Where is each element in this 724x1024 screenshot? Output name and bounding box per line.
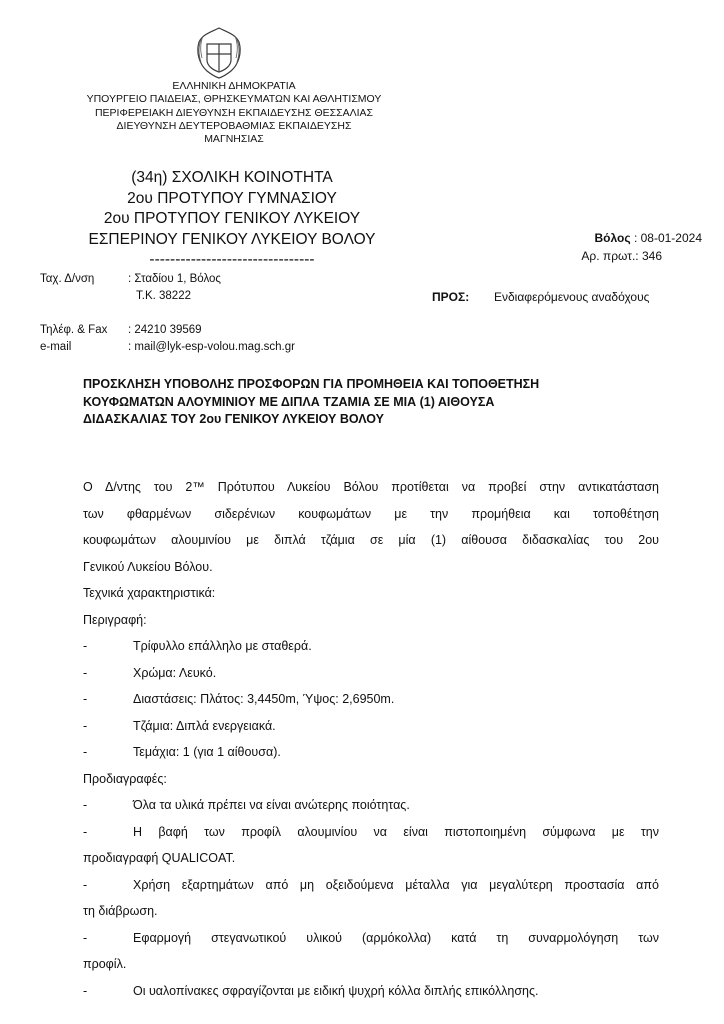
intro-line: κουφωμάτων αλουμινίου με διπλά τζάμια σε μία (1) αίθουσα διδασκαλίας του 2ου bbox=[83, 533, 659, 547]
address-line-2: Τ.Κ. 38222 bbox=[136, 290, 191, 302]
header-separator: -------------------------------- bbox=[149, 251, 315, 268]
list-item bbox=[83, 819, 659, 846]
list-item bbox=[83, 872, 659, 899]
school-header bbox=[62, 168, 402, 271]
bullet: - bbox=[83, 745, 88, 759]
header-line: ΥΠΟΥΡΓΕΙΟ ΠΑΙΔΕΙΑΣ, ΘΡΗΣΚΕΥΜΑΤΩΝ ΚΑΙ ΑΘΛΗΤΙΣΜΟΥ bbox=[86, 93, 382, 106]
document-body bbox=[83, 474, 659, 1004]
intro-line: Ο Δ/ντης του 2™ Πρότυπου Λυκείου Βόλου προτίθεται να προβεί στην αντικατάσταση bbox=[83, 480, 659, 494]
recipient-label: ΠΡΟΣ: bbox=[432, 290, 470, 304]
email-value: : mail@lyk-esp-volou.mag.sch.gr bbox=[128, 341, 295, 353]
bullet: - bbox=[83, 798, 88, 812]
bullet: - bbox=[83, 930, 88, 945]
list-item-text: Οι υαλοπίνακες σφραγίζονται με ειδική ψυχρή κόλλα διπλής επικόλλησης. bbox=[133, 983, 539, 998]
email-label: e-mail bbox=[40, 341, 72, 353]
header-line: ΔΙΕΥΘΥΝΣΗ ΔΕΥΤΕΡΟΒΑΘΜΙΑΣ ΕΚΠΑΙΔΕΥΣΗΣ bbox=[116, 119, 352, 132]
school-line: (34η) ΣΧΟΛΙΚΗ ΚΟΙΝΟΤΗΤΑ bbox=[131, 169, 333, 186]
list-item bbox=[83, 792, 659, 819]
intro-line: Γενικού Λυκείου Βόλου. bbox=[83, 559, 213, 574]
phone-label: Τηλέφ. & Fax bbox=[40, 324, 108, 336]
list-item-continuation: προφίλ. bbox=[83, 957, 127, 971]
list-item bbox=[83, 713, 659, 740]
document-date bbox=[595, 229, 702, 247]
title-line: ΠΡΟΣΚΛΗΣΗ ΥΠΟΒΟΛΗΣ ΠΡΟΣΦΟΡΩΝ ΓΙΑ ΠΡΟΜΗΘΕΙΑ ΚΑΙ ΤΟΠΟΘΕΤΗΣΗ bbox=[83, 377, 540, 391]
list-item bbox=[83, 686, 659, 713]
bullet: - bbox=[83, 665, 88, 680]
bullet: - bbox=[83, 983, 88, 998]
list-item-text: Τρίφυλλο επάλληλο με σταθερά. bbox=[133, 639, 312, 653]
spec-heading: Προδιαγραφές: bbox=[83, 771, 167, 786]
date-label: Βόλος bbox=[594, 231, 631, 245]
header-line: ΠΕΡΙΦΕΡΕΙΑΚΗ ΔΙΕΥΘΥΝΣΗ ΕΚΠΑΙΔΕΥΣΗΣ ΘΕΣΣΑΛΙΑΣ bbox=[94, 106, 374, 119]
school-line: 2ου ΠΡΟΤΥΠΟΥ ΓΕΝΙΚΟΥ ΛΥΚΕΙΟΥ bbox=[103, 210, 361, 227]
title-line: ΔΙΔΑΣΚΑΛΙΑΣ ΤΟΥ 2ου ΓΕΝΙΚΟΥ ΛΥΚΕΙΟΥ ΒΟΛΟΥ bbox=[83, 412, 384, 426]
intro-line: των φθαρμένων σιδερένιων κουφωμάτων με την προμήθεια και τοποθέτηση bbox=[83, 506, 659, 521]
phone-value: : 24210 39569 bbox=[128, 324, 202, 336]
protocol-number: Αρ. πρωτ.: 346 bbox=[581, 249, 662, 263]
header-line: ΜΑΓΝΗΣΙΑΣ bbox=[204, 133, 264, 146]
tech-heading: Τεχνικά χαρακτηριστικά: bbox=[83, 586, 216, 600]
list-item-text: Όλα τα υλικά πρέπει να είναι ανώτερης ποιότητας. bbox=[133, 798, 410, 812]
bullet: - bbox=[83, 692, 88, 706]
bullet: - bbox=[83, 824, 88, 839]
list-item bbox=[83, 739, 659, 766]
title-line: ΚΟΥΦΩΜΑΤΩΝ ΑΛΟΥΜΙΝΙΟΥ ΜΕ ΔΙΠΛΑ ΤΖΑΜΙΑ ΣΕ ΜΙΑ (1) ΑΙΘΟΥΣΑ bbox=[83, 394, 495, 409]
ministry-header bbox=[40, 80, 428, 146]
school-line: 2ου ΠΡΟΤΥΠΟΥ ΓΥΜΝΑΣΙΟΥ bbox=[127, 189, 337, 207]
list-item-text: Χρώμα: Λευκό. bbox=[133, 665, 217, 680]
list-item-text: Η βαφή των προφίλ αλουμινίου να είναι πιστοποιημένη σύμφωνα με την bbox=[133, 824, 659, 839]
recipient-value: Ενδιαφερόμενους αναδόχους bbox=[494, 290, 650, 304]
header-line: ΕΛΛΗΝΙΚΗ ΔΗΜΟΚΡΑΤΙΑ bbox=[172, 80, 296, 92]
list-item-text: Τεμάχια: 1 (για 1 αίθουσα). bbox=[133, 745, 281, 759]
bullet: - bbox=[83, 718, 88, 733]
bullet: - bbox=[83, 877, 88, 892]
address-line-1: : Σταδίου 1, Βόλος bbox=[128, 273, 221, 285]
list-item-text: Τζάμια: Διπλά ενεργειακά. bbox=[133, 718, 276, 733]
document-title bbox=[83, 376, 643, 429]
list-item bbox=[83, 633, 659, 660]
list-item-continuation: τη διάβρωση. bbox=[83, 904, 158, 918]
list-item bbox=[83, 660, 659, 687]
address-label: Ταχ. Δ/νση bbox=[40, 273, 95, 285]
list-item-text: Χρήση εξαρτημάτων από μη οξειδούμενα μέταλλα για μεγαλύτερη προστασία από bbox=[133, 877, 659, 892]
list-item-continuation: προδιαγραφή QUALICOAT. bbox=[83, 851, 236, 865]
bullet: - bbox=[83, 639, 88, 653]
list-item-text: Εφαρμογή στεγανωτικού υλικού (αρμόκολλα) κατά τη συναρμολόγηση των bbox=[133, 930, 659, 945]
list-item bbox=[83, 925, 659, 952]
list-item-text: Διαστάσεις: Πλάτος: 3,4450m, Ύψος: 2,6950m. bbox=[133, 692, 395, 706]
desc-heading: Περιγραφή: bbox=[83, 612, 147, 627]
list-item bbox=[83, 978, 659, 1005]
greek-coat-of-arms-emblem bbox=[193, 24, 245, 82]
date-value: : 08-01-2024 bbox=[630, 231, 702, 245]
school-line: ΕΣΠΕΡΙΝΟΥ ΓΕΝΙΚΟΥ ΛΥΚΕΙΟΥ ΒΟΛΟΥ bbox=[88, 230, 376, 248]
